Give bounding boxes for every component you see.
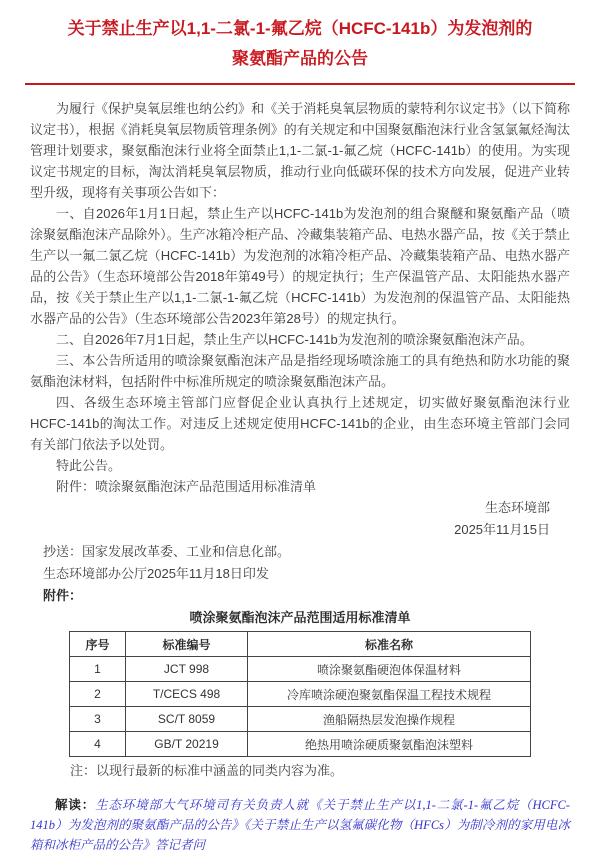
interpretation-line [30, 795, 570, 855]
table-row [70, 732, 531, 757]
cell-standard-name: 绝热用喷涂硬质聚氨酯泡沫塑料 [248, 732, 531, 757]
header-standard-name: 标准名称 [248, 632, 531, 657]
table-header-row [70, 632, 531, 657]
paragraph-intro: 为履行《保护臭氧层维也纳公约》和《关于消耗臭氧层物质的蒙特利尔议定书》（以下简称议定书），根据《消耗臭氧层物质管理条例》的有关规定和中国聚氨酯泡沫行业含氢氯氟烃淘汰管理计划要求，聚氨酯泡沫行业将全面禁止1,1-二氯-1-氟乙烷（HCFC-141b）的使用。为实现议定书规定的目标，淘汰消耗臭氧层物质，推动行业向低碳环保的技术方向发展，促进产业转型升级，现将有关事项公告如下： [30, 101, 570, 200]
table-row [70, 682, 531, 707]
table-note: 注：以现行最新的标准中涵盖的同类内容为准。 [70, 763, 344, 778]
header-index: 序号 [70, 632, 126, 657]
cell-standard-name: 喷涂聚氨酯硬泡体保温材料 [248, 657, 531, 682]
cell-standard-code: JCT 998 [126, 657, 248, 682]
title-line-1: 关于禁止生产以1,1-二氯-1-氟乙烷（HCFC-141b）为发泡剂的 [67, 19, 533, 38]
paragraph-item-2: 二、自2026年7月1日起，禁止生产以HCFC-141b为发泡剂的喷涂聚氨酯泡沫产品。 [56, 332, 533, 347]
table-title: 喷涂聚氨酯泡沫产品范围适用标准清单 [189, 610, 411, 625]
closing-line: 特此公告。 [56, 458, 122, 473]
cell-index: 2 [70, 682, 126, 707]
attachment-reference: 附件：喷涂聚氨酯泡沫产品范围适用标准清单 [56, 479, 317, 494]
cc-line: 抄送：国家发展改革委、工业和信息化部。 [43, 544, 291, 559]
cell-index: 4 [70, 732, 126, 757]
cell-standard-code: T/CECS 498 [126, 682, 248, 707]
interpretation-label: 解读： [55, 798, 96, 812]
cell-standard-code: GB/T 20219 [126, 732, 248, 757]
paragraph-item-3: 三、本公告所适用的喷涂聚氨酯泡沫产品是指经现场喷涂施工的具有绝热和防水功能的聚氨酯泡沫材料，包括附件中标准所规定的喷涂聚氨酯泡沫产品。 [30, 353, 570, 389]
cell-standard-code: SC/T 8059 [126, 707, 248, 732]
signature-block [30, 497, 570, 541]
table-row [70, 707, 531, 732]
table-row [70, 657, 531, 682]
announcement-body [30, 98, 570, 497]
cell-index: 3 [70, 707, 126, 732]
cell-index: 1 [70, 657, 126, 682]
header-standard-code: 标准编号 [126, 632, 248, 657]
attachment-label: 附件： [43, 588, 83, 603]
cell-standard-name: 冷库喷涂硬泡聚氨酯保温工程技术规程 [248, 682, 531, 707]
page-title [30, 14, 570, 74]
print-issue-line: 生态环境部办公厅2025年11月18日印发 [43, 566, 269, 581]
interpretation-link[interactable]: 生态环境部大气环境司有关负责人就《关于禁止生产以1,1-二氯-1-氟乙烷（HCFC-141b）为发泡剂的聚氨酯产品的公告》《关于禁止生产以氢氟碳化物（HFCs）为制冷剂的家用电冰箱和冰柜产品的公告》答记者问 [30, 798, 570, 852]
cell-standard-name: 渔船隔热层发泡操作规程 [248, 707, 531, 732]
title-divider [25, 83, 575, 85]
title-line-2: 聚氨酯产品的公告 [232, 49, 368, 68]
issuer-name: 生态环境部 [484, 500, 550, 515]
paragraph-item-1: 一、自2026年1月1日起，禁止生产以HCFC-141b为发泡剂的组合聚醚和聚氨酯产品（喷涂聚氨酯泡沫产品除外）。生产冰箱冷柜产品、冷藏集装箱产品、电热水器产品，按《关于禁止生产以一氟二氯乙烷（HCFC-141b）为发泡剂的冰箱冷柜产品、冷藏集装箱产品、电热水器产品的公告》（生态环境部公告2018年第49号）的规定执行；生产保温管产品、太阳能热水器产品，按《关于禁止生产以1,1-二氯-1-氟乙烷（HCFC-141b）为发泡剂的保温管产品、太阳能热水器产品的公告》（生态环境部公告2023年第28号）的规定执行。 [30, 206, 570, 326]
paragraph-item-4: 四、各级生态环境主管部门应督促企业认真执行上述规定，切实做好聚氨酯泡沫行业HCFC-141b的淘汰工作。对违反上述规定使用HCFC-141b的企业，由生态环境主管部门会同有关部门依法予以处罚。 [30, 395, 570, 452]
standards-table [69, 631, 531, 757]
issue-date: 2025年11月15日 [454, 522, 550, 537]
